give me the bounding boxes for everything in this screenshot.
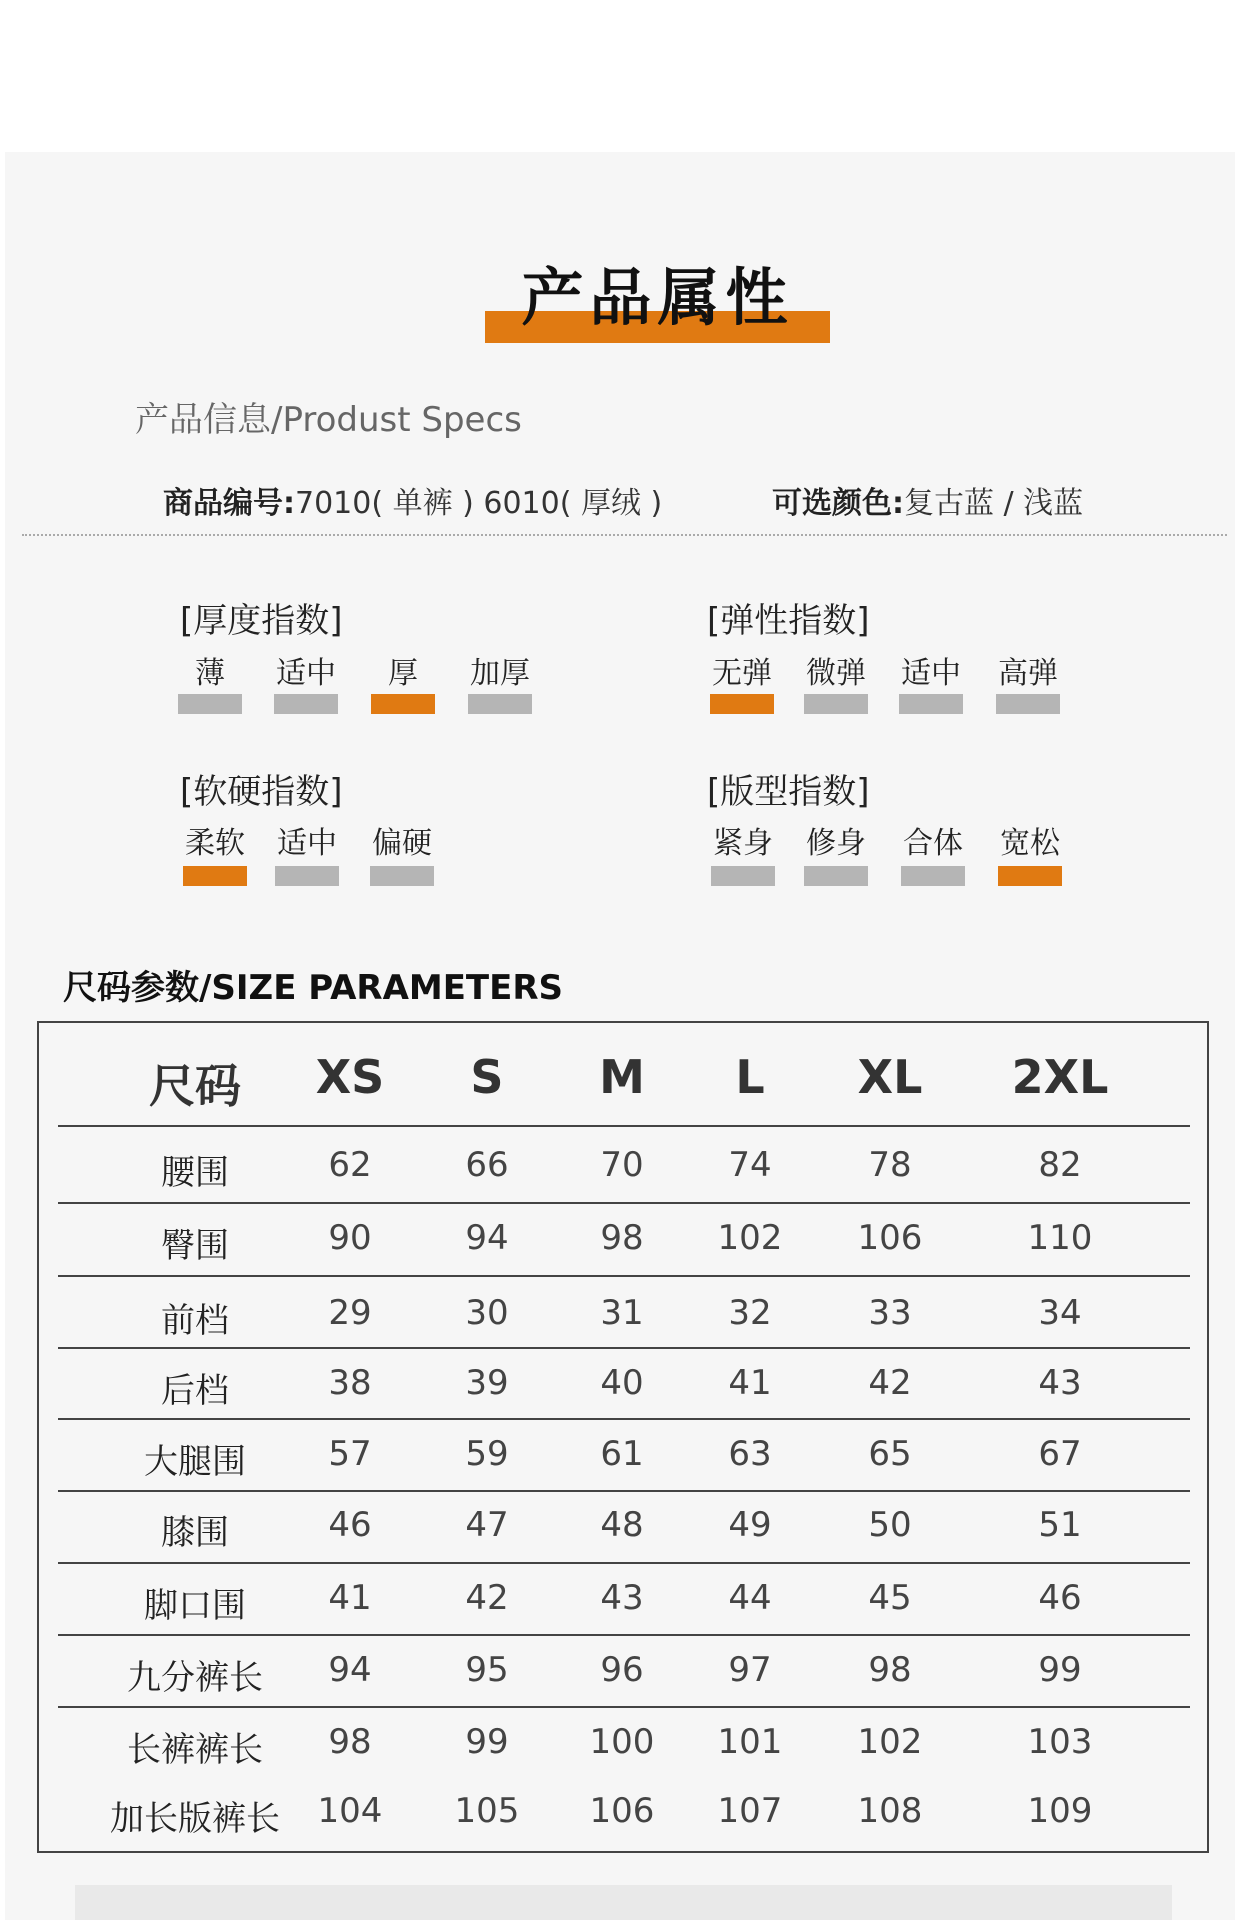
index-bar-selected <box>371 694 435 714</box>
table-cell: 94 <box>328 1650 372 1690</box>
section-title <box>485 258 830 343</box>
table-cell: 108 <box>857 1791 923 1831</box>
table-cell: 65 <box>868 1434 912 1474</box>
table-rule <box>58 1418 1190 1420</box>
table-row-label: 腰围 <box>161 1153 229 1193</box>
table-cell: 103 <box>1027 1722 1093 1762</box>
index-option-label: 高弹 <box>998 656 1058 691</box>
index-title: [版型指数] <box>707 772 870 812</box>
table-row-label: 大腿围 <box>144 1442 246 1482</box>
index-bar <box>804 694 868 714</box>
index-option-label: 无弹 <box>712 656 772 691</box>
index-option-label: 适中 <box>277 826 337 861</box>
table-cell: 82 <box>1038 1145 1082 1185</box>
index-title: [软硬指数] <box>180 772 343 812</box>
size-header-cell: L <box>735 1050 765 1104</box>
index-option-label: 加厚 <box>470 656 530 691</box>
index-bar <box>468 694 532 714</box>
table-rule <box>58 1275 1190 1277</box>
table-cell: 39 <box>465 1363 509 1403</box>
available-colors <box>772 478 1083 522</box>
table-cell: 67 <box>1038 1434 1082 1474</box>
table-cell: 49 <box>728 1505 772 1545</box>
product-code-value: 7010( 单裤 ) 6010( 厚绒 ) <box>295 486 663 521</box>
table-rule <box>58 1706 1190 1708</box>
specs-heading: 产品信息/Produst Specs <box>135 400 522 440</box>
table-cell: 66 <box>465 1145 509 1185</box>
table-rule <box>58 1347 1190 1349</box>
index-bar-selected <box>710 694 774 714</box>
table-cell: 99 <box>1038 1650 1082 1690</box>
index-option-label: 紧身 <box>713 826 773 861</box>
index-option-label: 厚 <box>388 656 418 691</box>
product-code <box>163 478 662 522</box>
table-rule <box>58 1634 1190 1636</box>
index-bar <box>274 694 338 714</box>
index-option-label: 宽松 <box>1000 826 1060 861</box>
index-bar <box>996 694 1060 714</box>
table-cell: 98 <box>868 1650 912 1690</box>
index-title: [弹性指数] <box>707 601 870 641</box>
table-cell: 51 <box>1038 1505 1082 1545</box>
table-cell: 42 <box>868 1363 912 1403</box>
size-column-label: 尺码 <box>149 1059 241 1113</box>
table-rule <box>58 1125 1190 1127</box>
table-cell: 40 <box>600 1363 644 1403</box>
size-header-cell: 2XL <box>1011 1050 1109 1104</box>
table-cell: 110 <box>1027 1218 1093 1258</box>
table-cell: 62 <box>328 1145 372 1185</box>
table-rule <box>58 1562 1190 1564</box>
table-row-label: 臀围 <box>161 1226 229 1266</box>
index-option-label: 薄 <box>195 656 225 691</box>
table-row-label: 九分裤长 <box>127 1658 263 1698</box>
product-code-label: 商品编号: <box>163 486 295 521</box>
table-cell: 98 <box>328 1722 372 1762</box>
table-cell: 94 <box>465 1218 509 1258</box>
table-cell: 96 <box>600 1650 644 1690</box>
index-bar-selected <box>183 866 247 886</box>
table-cell: 106 <box>857 1218 923 1258</box>
table-cell: 99 <box>465 1722 509 1762</box>
index-bar <box>178 694 242 714</box>
table-row-label: 膝围 <box>161 1513 229 1553</box>
index-bar <box>275 866 339 886</box>
index-bar <box>370 866 434 886</box>
table-cell: 50 <box>868 1505 912 1545</box>
table-cell: 46 <box>328 1505 372 1545</box>
table-row-label: 加长版裤长 <box>110 1799 280 1839</box>
table-cell: 31 <box>600 1293 644 1333</box>
index-bar <box>901 866 965 886</box>
table-cell: 48 <box>600 1505 644 1545</box>
size-header-cell: XL <box>857 1050 923 1104</box>
table-rule <box>58 1202 1190 1204</box>
table-cell: 45 <box>868 1578 912 1618</box>
table-cell: 100 <box>589 1722 655 1762</box>
index-option-label: 微弹 <box>806 656 866 691</box>
index-option-label: 修身 <box>806 826 866 861</box>
table-cell: 90 <box>328 1218 372 1258</box>
table-cell: 109 <box>1027 1791 1093 1831</box>
table-cell: 95 <box>465 1650 509 1690</box>
table-row-label: 长裤裤长 <box>127 1730 263 1770</box>
table-cell: 70 <box>600 1145 644 1185</box>
table-cell: 30 <box>465 1293 509 1333</box>
index-option-label: 适中 <box>276 656 336 691</box>
table-cell: 106 <box>589 1791 655 1831</box>
table-cell: 102 <box>717 1218 783 1258</box>
index-bar-selected <box>998 866 1062 886</box>
index-option-label: 偏硬 <box>372 826 432 861</box>
index-bar <box>804 866 868 886</box>
table-row-label: 脚口围 <box>144 1586 246 1626</box>
table-cell: 78 <box>868 1145 912 1185</box>
table-cell: 105 <box>454 1791 520 1831</box>
table-cell: 104 <box>317 1791 383 1831</box>
table-cell: 101 <box>717 1722 783 1762</box>
table-cell: 43 <box>1038 1363 1082 1403</box>
table-row-label: 后档 <box>161 1371 229 1411</box>
table-rule <box>58 1490 1190 1492</box>
table-cell: 63 <box>728 1434 772 1474</box>
table-cell: 59 <box>465 1434 509 1474</box>
table-cell: 97 <box>728 1650 772 1690</box>
size-header-cell: M <box>599 1050 645 1104</box>
table-cell: 41 <box>728 1363 772 1403</box>
table-cell: 34 <box>1038 1293 1082 1333</box>
size-heading: 尺码参数/SIZE PARAMETERS <box>63 968 564 1008</box>
table-cell: 41 <box>328 1578 372 1618</box>
index-option-label: 柔软 <box>185 826 245 861</box>
table-row-label: 前档 <box>161 1301 229 1341</box>
table-cell: 74 <box>728 1145 772 1185</box>
index-option-label: 合体 <box>903 826 963 861</box>
table-cell: 107 <box>717 1791 783 1831</box>
table-cell: 44 <box>728 1578 772 1618</box>
available-colors-value: 复古蓝 / 浅蓝 <box>904 486 1084 521</box>
table-cell: 98 <box>600 1218 644 1258</box>
index-title: [厚度指数] <box>180 601 343 641</box>
table-cell: 38 <box>328 1363 372 1403</box>
table-cell: 61 <box>600 1434 644 1474</box>
table-cell: 42 <box>465 1578 509 1618</box>
index-bar <box>899 694 963 714</box>
table-cell: 43 <box>600 1578 644 1618</box>
table-cell: 32 <box>728 1293 772 1333</box>
divider <box>22 534 1227 536</box>
index-option-label: 适中 <box>901 656 961 691</box>
size-header-cell: XS <box>315 1050 385 1104</box>
page-title: 产品属性 <box>521 261 794 334</box>
size-header-cell: S <box>470 1050 504 1104</box>
footer-strip <box>75 1885 1172 1920</box>
table-cell: 33 <box>868 1293 912 1333</box>
available-colors-label: 可选颜色: <box>772 486 904 521</box>
table-cell: 47 <box>465 1505 509 1545</box>
table-cell: 46 <box>1038 1578 1082 1618</box>
table-cell: 29 <box>328 1293 372 1333</box>
index-bar <box>711 866 775 886</box>
table-cell: 57 <box>328 1434 372 1474</box>
table-cell: 102 <box>857 1722 923 1762</box>
